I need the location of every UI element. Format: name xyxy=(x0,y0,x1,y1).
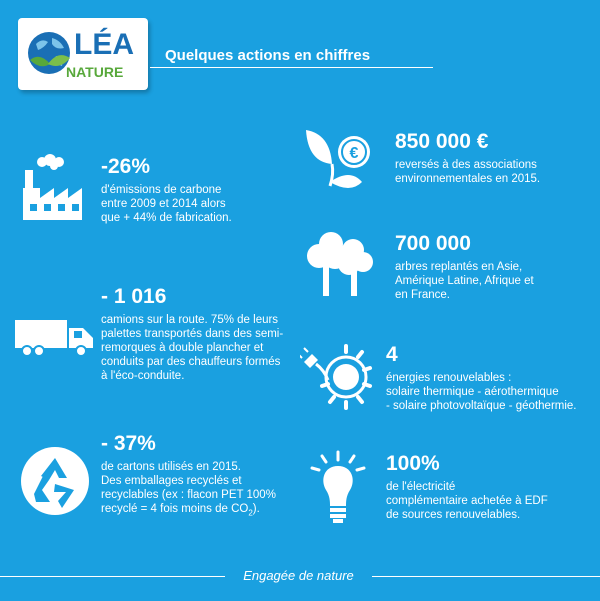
stat-energy-text: énergies renouvelables : solaire thermique - aérothermique - solaire photovoltaïque - géothermie. xyxy=(386,372,577,412)
footer-tagline: Engagée de nature xyxy=(243,568,354,583)
stat-trucks-value: - 1 016 xyxy=(101,285,167,308)
stat-cartons xyxy=(101,432,301,520)
stat-donations xyxy=(395,130,595,186)
stat-electricity xyxy=(386,452,596,522)
stat-trees-text: arbres replantés en Asie, Amérique Latine, Afrique et en France. xyxy=(395,261,534,301)
factory-icon xyxy=(20,152,84,222)
stat-cartons-text-sub: 2 xyxy=(248,508,253,518)
truck-icon xyxy=(15,318,95,358)
stat-cartons-text xyxy=(101,460,301,520)
stat-trees-value: 700 000 xyxy=(395,232,471,255)
recycle-icon xyxy=(20,446,90,516)
stat-energy-value: 4 xyxy=(386,343,398,366)
stat-carbon-value: -26% xyxy=(101,155,151,178)
stat-donations-text: reversés à des associations environnementales en 2015. xyxy=(395,159,541,185)
stat-carbon-text: d'émissions de carbone entre 2009 et 2014 alors que + 44% de fabrication. xyxy=(101,184,232,224)
stat-trucks-text: camions sur la route. 75% de leurs palettes transportés dans des semi- remorques à double plancher et conduits par des chauffeurs formés à l'éco-conduite. xyxy=(101,314,284,382)
svg-text:€: € xyxy=(349,145,359,162)
stat-cartons-text-main: de cartons utilisés en 2015. Des emballages recyclés et recyclables (ex : flacon PET 100% recyclé = 4 fois moins de CO xyxy=(101,461,276,515)
stat-trucks xyxy=(101,285,301,383)
sun-plug-icon xyxy=(300,340,380,412)
tree-icon xyxy=(303,228,377,298)
headline-divider xyxy=(150,67,433,68)
lea-nature-logo xyxy=(18,18,148,90)
stat-cartons-text-end: ). xyxy=(252,503,260,515)
logo-line2: NATURE xyxy=(66,64,124,80)
stat-cartons-value: - 37% xyxy=(101,432,156,455)
stat-electricity-text: de l'électricité complémentaire achetée à EDF de sources renouvelables. xyxy=(386,481,548,521)
footer-divider-left xyxy=(0,576,225,577)
stat-trees xyxy=(395,232,595,302)
stat-energy xyxy=(386,343,596,413)
stat-electricity-value: 100% xyxy=(386,452,440,475)
logo-line1: LÉA xyxy=(74,28,134,61)
stat-donations-value: 850 000 € xyxy=(395,130,489,153)
footer-divider-right xyxy=(372,576,600,577)
page-headline: Quelques actions en chiffres xyxy=(165,47,371,64)
lightbulb-icon xyxy=(310,450,366,524)
euro-leaves-icon xyxy=(300,126,380,192)
stat-carbon xyxy=(101,155,291,225)
